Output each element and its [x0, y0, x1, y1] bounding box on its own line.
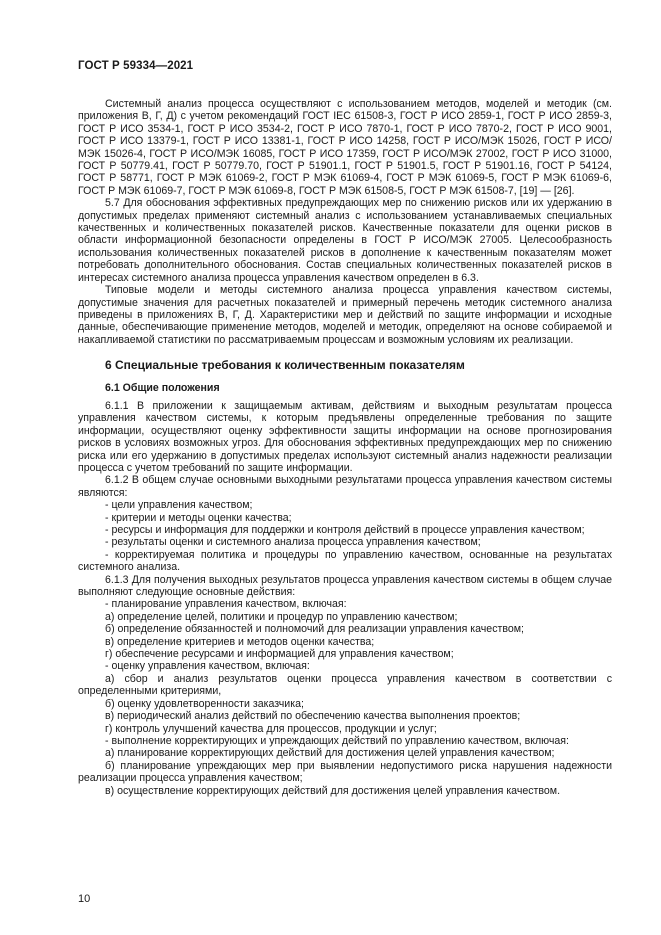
list-item: - ресурсы и информация для поддержки и контроля действий в процессе управления качеством; [105, 524, 585, 536]
list-item: - результаты оценки и системного анализа процесса управления качеством; [105, 536, 481, 549]
list-item: в) осуществление корректирующих действий для достижения целей управления качеством. [105, 784, 561, 797]
paragraph-6-1-3: 6.1.3 Для получения выходных результатов процесса управления качеством системы в общем случае выполняют следующие основные действия: [78, 573, 612, 599]
subsection-title: 6.1 Общие положения [105, 381, 220, 394]
list-item: - выполнение корректирующих и упреждающих действий по управлению качеством, включая: [105, 734, 569, 747]
list-item: а) планирование корректирующих действий для достижения целей управления качеством; [105, 747, 555, 760]
paragraph-6-1-1: 6.1.1 В приложении к защищаемым активам, действиям и выходным результатам процесса управления качеством системы, к которым предъявлены определенные требования по защите информации, осуществляют оценку эффективности защиты информации на основе прогнозирования рисков в условиях возможных угроз. Для обоснования эффективных предупреждающих мер по снижению риска или его удержанию в допустимых пределах используют системный анализ надежности реализации процесса с учетом требований по защите информации. [78, 399, 612, 474]
paragraph-system-analysis: Системный анализ процесса осуществляют с использованием методов, моделей и методик (см. приложения В, Г, Д) с учетом рекомендаций ГОСТ IEC 61508-3, ГОСТ Р ИСО 2859-1, ГОСТ Р ИСО 2859-3, ГОСТ Р ИСО 3534-1, ГОСТ Р ИСО 3534-2, ГОСТ Р ИСО 7870-1, ГОСТ Р ИСО 7870-2, ГОСТ Р ИСО 9001, ГОСТ Р ИСО 13379-1, ГОСТ Р ИСО 13381-1, ГОСТ Р ИСО 14258, ГОСТ Р ИСО/МЭК 15026, ГОСТ Р ИСО/МЭК 15026-4, ГОСТ Р ИСО/МЭК 16085, ГОСТ Р ИСО 17359, ГОСТ Р ИСО/МЭК 27002, ГОСТ Р ИСО 31000, ГОСТ Р 50779.41, ГОСТ Р 50779.70, ГОСТ Р 51901.1, ГОСТ Р 51901.5, ГОСТ Р 51901.16, ГОСТ Р 54124, ГОСТ Р 58771, ГОСТ Р МЭК 61069-2, ГОСТ Р МЭК 61069-4, ГОСТ Р МЭК 61069-5, ГОСТ Р МЭК 61069-6, ГОСТ Р МЭК 61069-7, ГОСТ Р МЭК 61069-8, ГОСТ Р МЭК 61508-5, ГОСТ Р МЭК 61508-7, [19] — [26]. [78, 98, 612, 197]
list-item: а) определение целей, политики и процедур по управлению качеством; [105, 610, 458, 623]
page-number: 10 [78, 893, 91, 905]
list-item: г) контроль улучшений качества для процессов, продукции и услуг; [105, 722, 437, 735]
list-item: - критерии и методы оценки качества; [105, 511, 292, 524]
list-item: - корректируемая политика и процедуры по управлению качеством, основанные на результатах системного анализа. [78, 548, 612, 574]
list-item: а) сбор и анализ результатов оценки процесса управления качеством в соответствии с определенными критериями, [78, 672, 612, 698]
list-item: - цели управления качеством; [105, 499, 253, 512]
paragraph-typical-models: Типовые модели и методы системного анализа процесса управления качеством системы, допустимые значения для расчетных показателей и примерный перечень методик системного анализа приведены в приложениях В, Г, Д. Характеристики мер и действий по защите информации и исходные данные, обеспечивающие применение методов, моделей и методик, определяют на основе собираемой и накапливаемой статистики по рассматриваемым процессам и возможным условиям их реализации. [78, 284, 612, 346]
list-item: - планирование управления качеством, включая: [105, 598, 347, 611]
document-header: ГОСТ Р 59334—2021 [78, 60, 194, 72]
list-item: б) оценку удовлетворенности заказчика; [105, 697, 304, 710]
actions-list [78, 598, 612, 797]
paragraph-5-7: 5.7 Для обоснования эффективных предупреждающих мер по снижению рисков или их удержанию в допустимых пределах применяют системный анализ с использованием устанавливаемых специальных качественных и количественных показателей рисков. Качественные показатели для оценки рисков в области информационной безопасности определены в ГОСТ Р ИСО/МЭК 27005. Целесообразность использования количественных показателей рисков в дополнение к качественным показателям может потребовать дополнительного обоснования. Состав специальных количественных показателей рисков в интересах системного анализа процесса управления качеством определен в 6.3. [78, 197, 612, 284]
list-item: б) планирование упреждающих мер при выявлении недопустимого риска нарушения надежности реализации процесса управления качеством; [78, 759, 612, 785]
list-item: в) определение критериев и методов оценки качества; [105, 635, 375, 648]
section-title: 6 Специальные требования к количественным показателям [105, 358, 465, 373]
list-item: в) периодический анализ действий по обеспечению качества выполнения проектов; [105, 710, 521, 723]
document-body [78, 98, 612, 797]
paragraph-6-1-2: 6.1.2 В общем случае основными выходными результатами процесса управления качеством системы являются: [78, 474, 612, 499]
list-item: г) обеспечение ресурсами и информацией для управления качеством; [105, 648, 454, 661]
list-item: - оценку управления качеством, включая: [105, 660, 310, 673]
list-item: б) определение обязанностей и полномочий для реализации управления качеством; [105, 623, 524, 636]
